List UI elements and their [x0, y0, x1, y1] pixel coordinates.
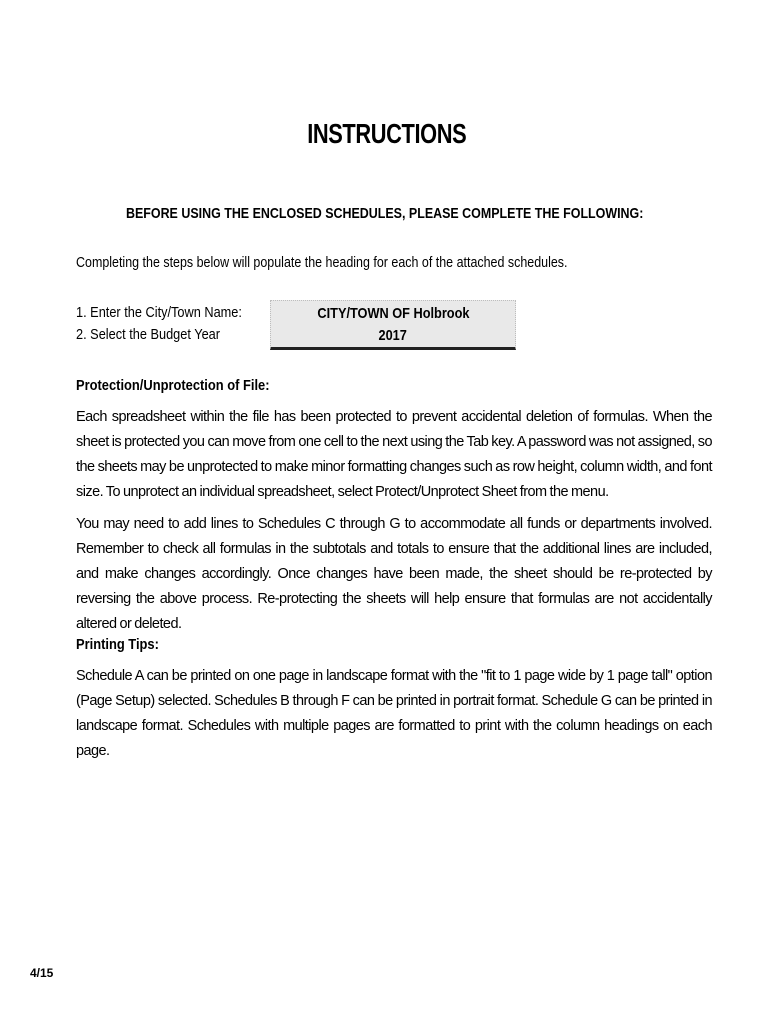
form-revision-code: 4/15	[30, 966, 54, 980]
page-subtitle	[0, 205, 770, 222]
page-title-text: INSTRUCTIONS	[307, 118, 467, 149]
protection-paragraph-1: Each spreadsheet within the file has been protected to prevent accidental deletion of formulas. When the sheet is protected you can move from one cell to the next using the Tab key. A password was not assigned, so the sheets may be unprotected to make minor formatting changes such as row height, column width, and font size. To unprotect an individual spreadsheet, select Protect/Unprotect Sheet from the menu.	[76, 409, 712, 500]
schedule-heading-box	[270, 300, 516, 350]
protection-paragraph-2: You may need to add lines to Schedules C through G to accommodate all funds or departments involved. Remember to check all formulas in the subtotals and totals to ensure that the additional lines are included, and make changes accordingly. Once changes have been made, the sheet should be re-protected by reversing the above process. Re-protecting the sheets will help ensure that formulas are not accidentally altered or deleted.	[76, 516, 712, 632]
protection-heading	[76, 377, 301, 394]
step-select-year-label: 2. Select the Budget Year	[76, 327, 221, 343]
printing-paragraph: Schedule A can be printed on one page in landscape format with the "fit to 1 page wide by 1 page tall" option (Page Setup) selected. Schedules B through F can be printed in portrait format. Schedule G can be printed in landscape format. Schedules with multiple pages are formatted to print with the column headings on each page.	[76, 668, 712, 759]
printing-heading-text: Printing Tips:	[76, 636, 159, 653]
budget-year-cell[interactable]	[271, 325, 515, 347]
budget-year-value: 2017	[378, 327, 408, 344]
city-town-name-cell[interactable]	[271, 303, 515, 325]
intro-text	[76, 255, 648, 271]
printing-heading	[76, 636, 172, 653]
step-enter-city-label: 1. Enter the City/Town Name:	[76, 305, 242, 321]
protection-heading-text: Protection/Unprotection of File:	[76, 377, 270, 394]
steps-list	[76, 302, 265, 346]
page-subtitle-text: BEFORE USING THE ENCLOSED SCHEDULES, PLEASE COMPLETE THE FOLLOWING:	[126, 205, 644, 222]
city-town-name-value: CITY/TOWN OF Holbrook	[316, 305, 470, 322]
page-title	[86, 118, 687, 150]
intro-text-content: Completing the steps below will populate the heading for each of the attached schedules.	[76, 255, 568, 271]
step-enter-city	[76, 302, 265, 324]
step-select-year	[76, 324, 265, 346]
